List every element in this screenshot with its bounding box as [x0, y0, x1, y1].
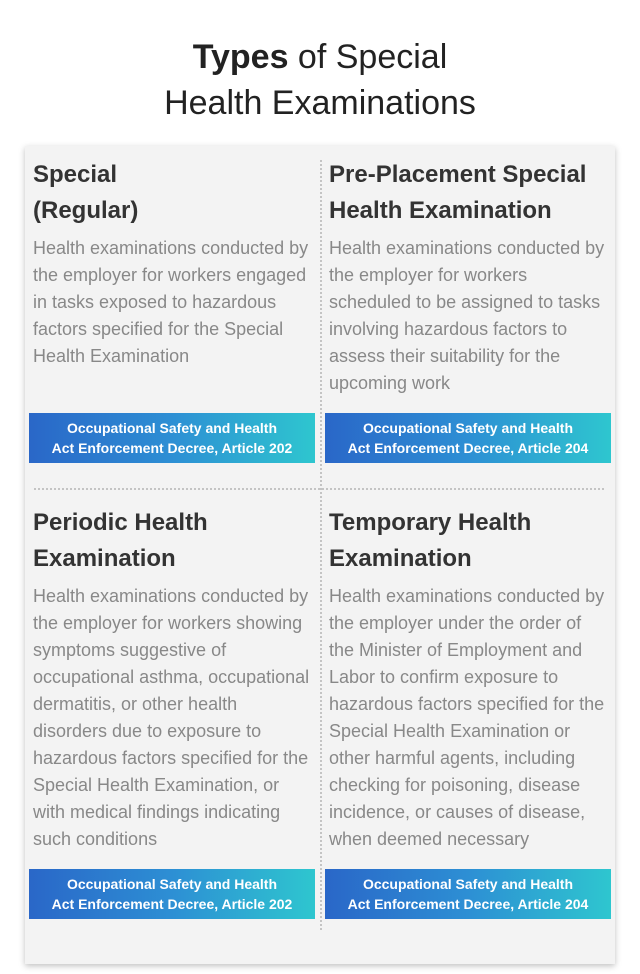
- title-rest: of Special: [288, 38, 448, 76]
- badge-line-2: Act Enforcement Decree, Article 202: [51, 440, 293, 456]
- section-periodic: [33, 505, 315, 853]
- section-heading-line-1: Pre-Placement Special: [329, 161, 587, 188]
- section-heading-line-2: (Regular): [33, 197, 139, 224]
- horizontal-divider: [34, 488, 604, 490]
- section-description: Health examinations conducted by the employer for workers engaged in tasks exposed to hazardous factors specified for the Special Health Examination: [33, 238, 309, 366]
- legal-basis-badge-article-204: [325, 869, 611, 919]
- section-description: Health examinations conducted by the employer under the order of the Minister of Employment and Labor to confirm exposure to hazardous factors specified for the Special Health Examination or other harmful agents, including checking for poisoning, disease incidence, or causes of disease, when deemed necessary: [329, 586, 605, 849]
- section-description: Health examinations conducted by the employer for workers showing symptoms suggestive of occupational asthma, occupational dermatitis, or other health disorders due to exposure to hazardous factors specified for the Special Health Examination, or with medical findings indicating such conditions: [33, 586, 310, 849]
- section-heading-line-2: Examination: [329, 545, 472, 572]
- badge-line-2: Act Enforcement Decree, Article 204: [347, 440, 589, 456]
- section-heading: [33, 157, 315, 229]
- section-heading-line-1: Temporary Health: [329, 509, 532, 536]
- section-heading-line-1: Special: [33, 161, 118, 188]
- title-line-2: Health Examinations: [164, 84, 476, 122]
- badge-line-1: Occupational Safety and Health: [66, 420, 278, 436]
- section-special-regular: [33, 157, 315, 370]
- vertical-divider: [320, 160, 322, 930]
- badge-line-1: Occupational Safety and Health: [362, 420, 574, 436]
- badge-line-2: Act Enforcement Decree, Article 202: [51, 896, 293, 912]
- section-heading-line-2: Health Examination: [329, 197, 552, 224]
- badge-line-1: Occupational Safety and Health: [66, 876, 278, 892]
- legal-basis-badge-article-202: [29, 869, 315, 919]
- section-pre-placement: [329, 157, 609, 397]
- title-line-1: [0, 34, 640, 80]
- badge-line-1: Occupational Safety and Health: [362, 876, 574, 892]
- section-heading: [329, 505, 611, 577]
- section-description: Health examinations conducted by the employer for workers scheduled to be assigned to tasks involving hazardous factors to assess their suitability for the upcoming work: [329, 238, 605, 393]
- section-heading: [33, 505, 315, 577]
- legal-basis-badge-article-202: [29, 413, 315, 463]
- badge-line-2: Act Enforcement Decree, Article 204: [347, 896, 589, 912]
- section-temporary: [329, 505, 611, 853]
- section-heading-line-1: Periodic Health: [33, 509, 208, 536]
- section-heading: [329, 157, 609, 229]
- section-heading-line-2: Examination: [33, 545, 176, 572]
- page-title: [0, 34, 640, 126]
- title-bold-word: Types: [192, 38, 289, 76]
- legal-basis-badge-article-204: [325, 413, 611, 463]
